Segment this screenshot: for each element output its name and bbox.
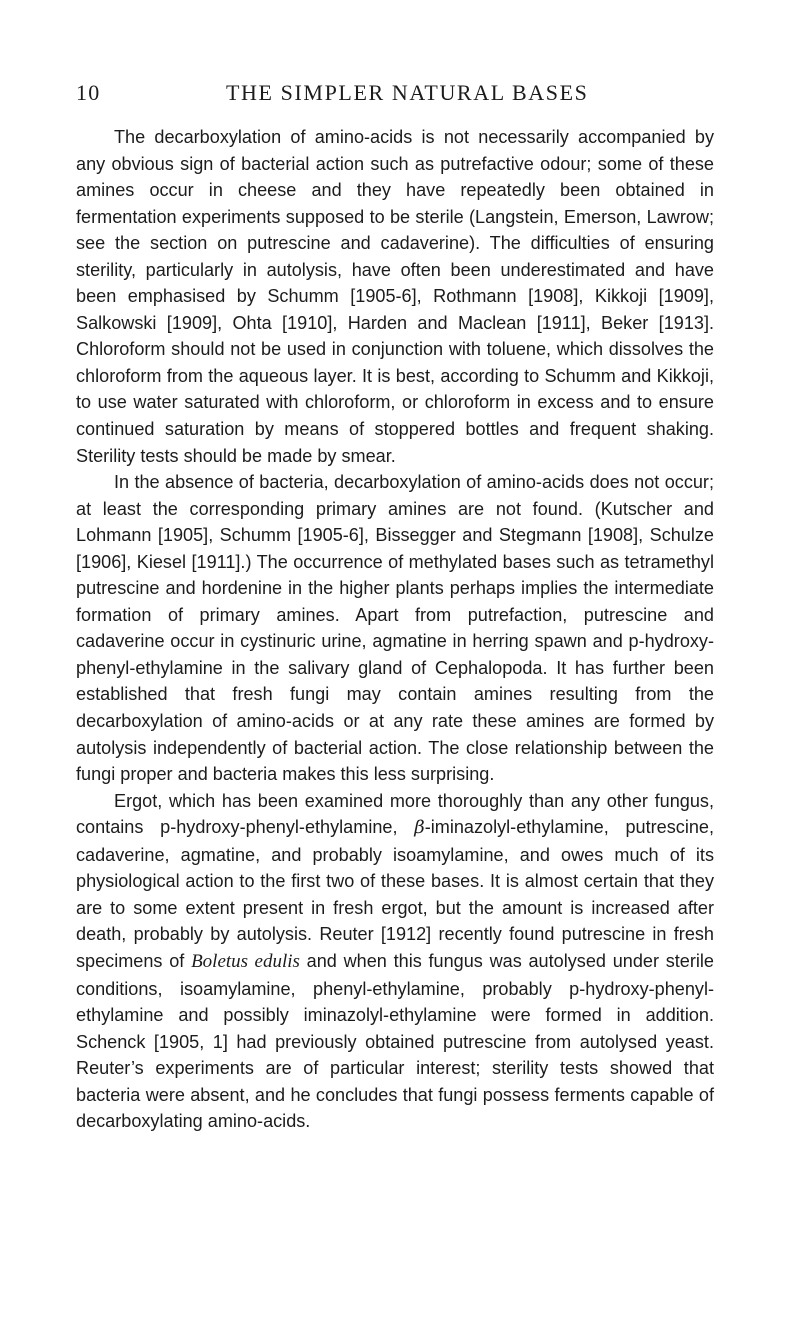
species-name: Boletus edulis bbox=[191, 950, 300, 972]
page-number: 10 bbox=[76, 80, 101, 105]
body-text bbox=[76, 124, 714, 1135]
paragraph-3-text-middle: -iminazolyl-ethylamine, putrescine, cadaverine, agmatine, and probably isoamylamine, and owes much of its physiological action to the first two of these bases. It is almost certain that they are to some extent present in fresh ergot, but the amount is increased after death, probably by autolysis. Reuter [1912] recently found putrescine in fresh specimens of bbox=[76, 817, 714, 971]
page-header bbox=[76, 80, 714, 114]
paragraph-3-text-start: Ergot, which has been examined more thoroughly than any other fungus, contains p-hydroxy-phenyl-ethylamine, bbox=[76, 790, 714, 838]
paragraph-3-text-end: and when this fungus was autolysed under sterile conditions, isoamylamine, phenyl-ethylamine, probably p-hydroxy-phenyl-ethylamine and possibly iminazolyl-ethylamine were formed in addition. Schenck [1905, 1] had previously obtained putrescine from autolysed yeast. Reuter’s experiments are of particular interest; sterility tests showed that bacteria were absent, and he concludes that fungi possess ferments capable of decarboxylating amino-acids. bbox=[76, 950, 714, 1132]
paragraph-1: The decarboxylation of amino-acids is not necessarily accompanied by any obvious sign of bacterial action such as putrefactive odour; some of these amines occur in cheese and they have repeatedly been obtained in fermentation experiments supposed to be sterile (Langstein, Emerson, Lawrow; see the section on putrescine and cadaverine). The difficulties of ensuring sterility, particularly in autolysis, have often been underestimated and have been emphasised by Schumm [1905-6], Rothmann [1908], Kikkoji [1909], Salkowski [1909], Ohta [1910], Harden and Maclean [1911], Beker [1913]. Chloroform should not be used in conjunction with toluene, which dissolves the chloroform from the aqueous layer. It is best, according to Schumm and Kikkoji, to use water saturated with chloroform, or chloroform in excess and to ensure continued saturation by means of stoppered bottles and frequent shaking. Sterility tests should be made by smear. bbox=[76, 127, 714, 466]
running-head: THE SIMPLER NATURAL BASES bbox=[226, 80, 589, 105]
paragraph-2: In the absence of bacteria, decarboxylation of amino-acids does not occur; at least the corresponding primary amines are not found. (Kutscher and Lohmann [1905], Schumm [1905-6], Bissegger and Stegmann [1908], Schulze [1906], Kiesel [1911].) The occurrence of methylated bases such as tetramethyl putrescine and hordenine in the higher plants perhaps implies the intermediate formation of primary amines. Apart from putrefaction, putrescine and cadaverine occur in cystinuric urine, agmatine in herring spawn and p-hydroxy-phenyl-ethylamine in the salivary gland of Cephalopoda. It has further been established that fresh fungi may contain amines resulting from the decarboxylation of amino-acids or at any rate these amines are formed by autolysis independently of bacterial action. The close relationship between the fungi proper and bacteria makes this less surprising. bbox=[76, 472, 714, 785]
paragraph-3 bbox=[76, 788, 714, 1135]
beta-symbol: β bbox=[414, 817, 425, 839]
